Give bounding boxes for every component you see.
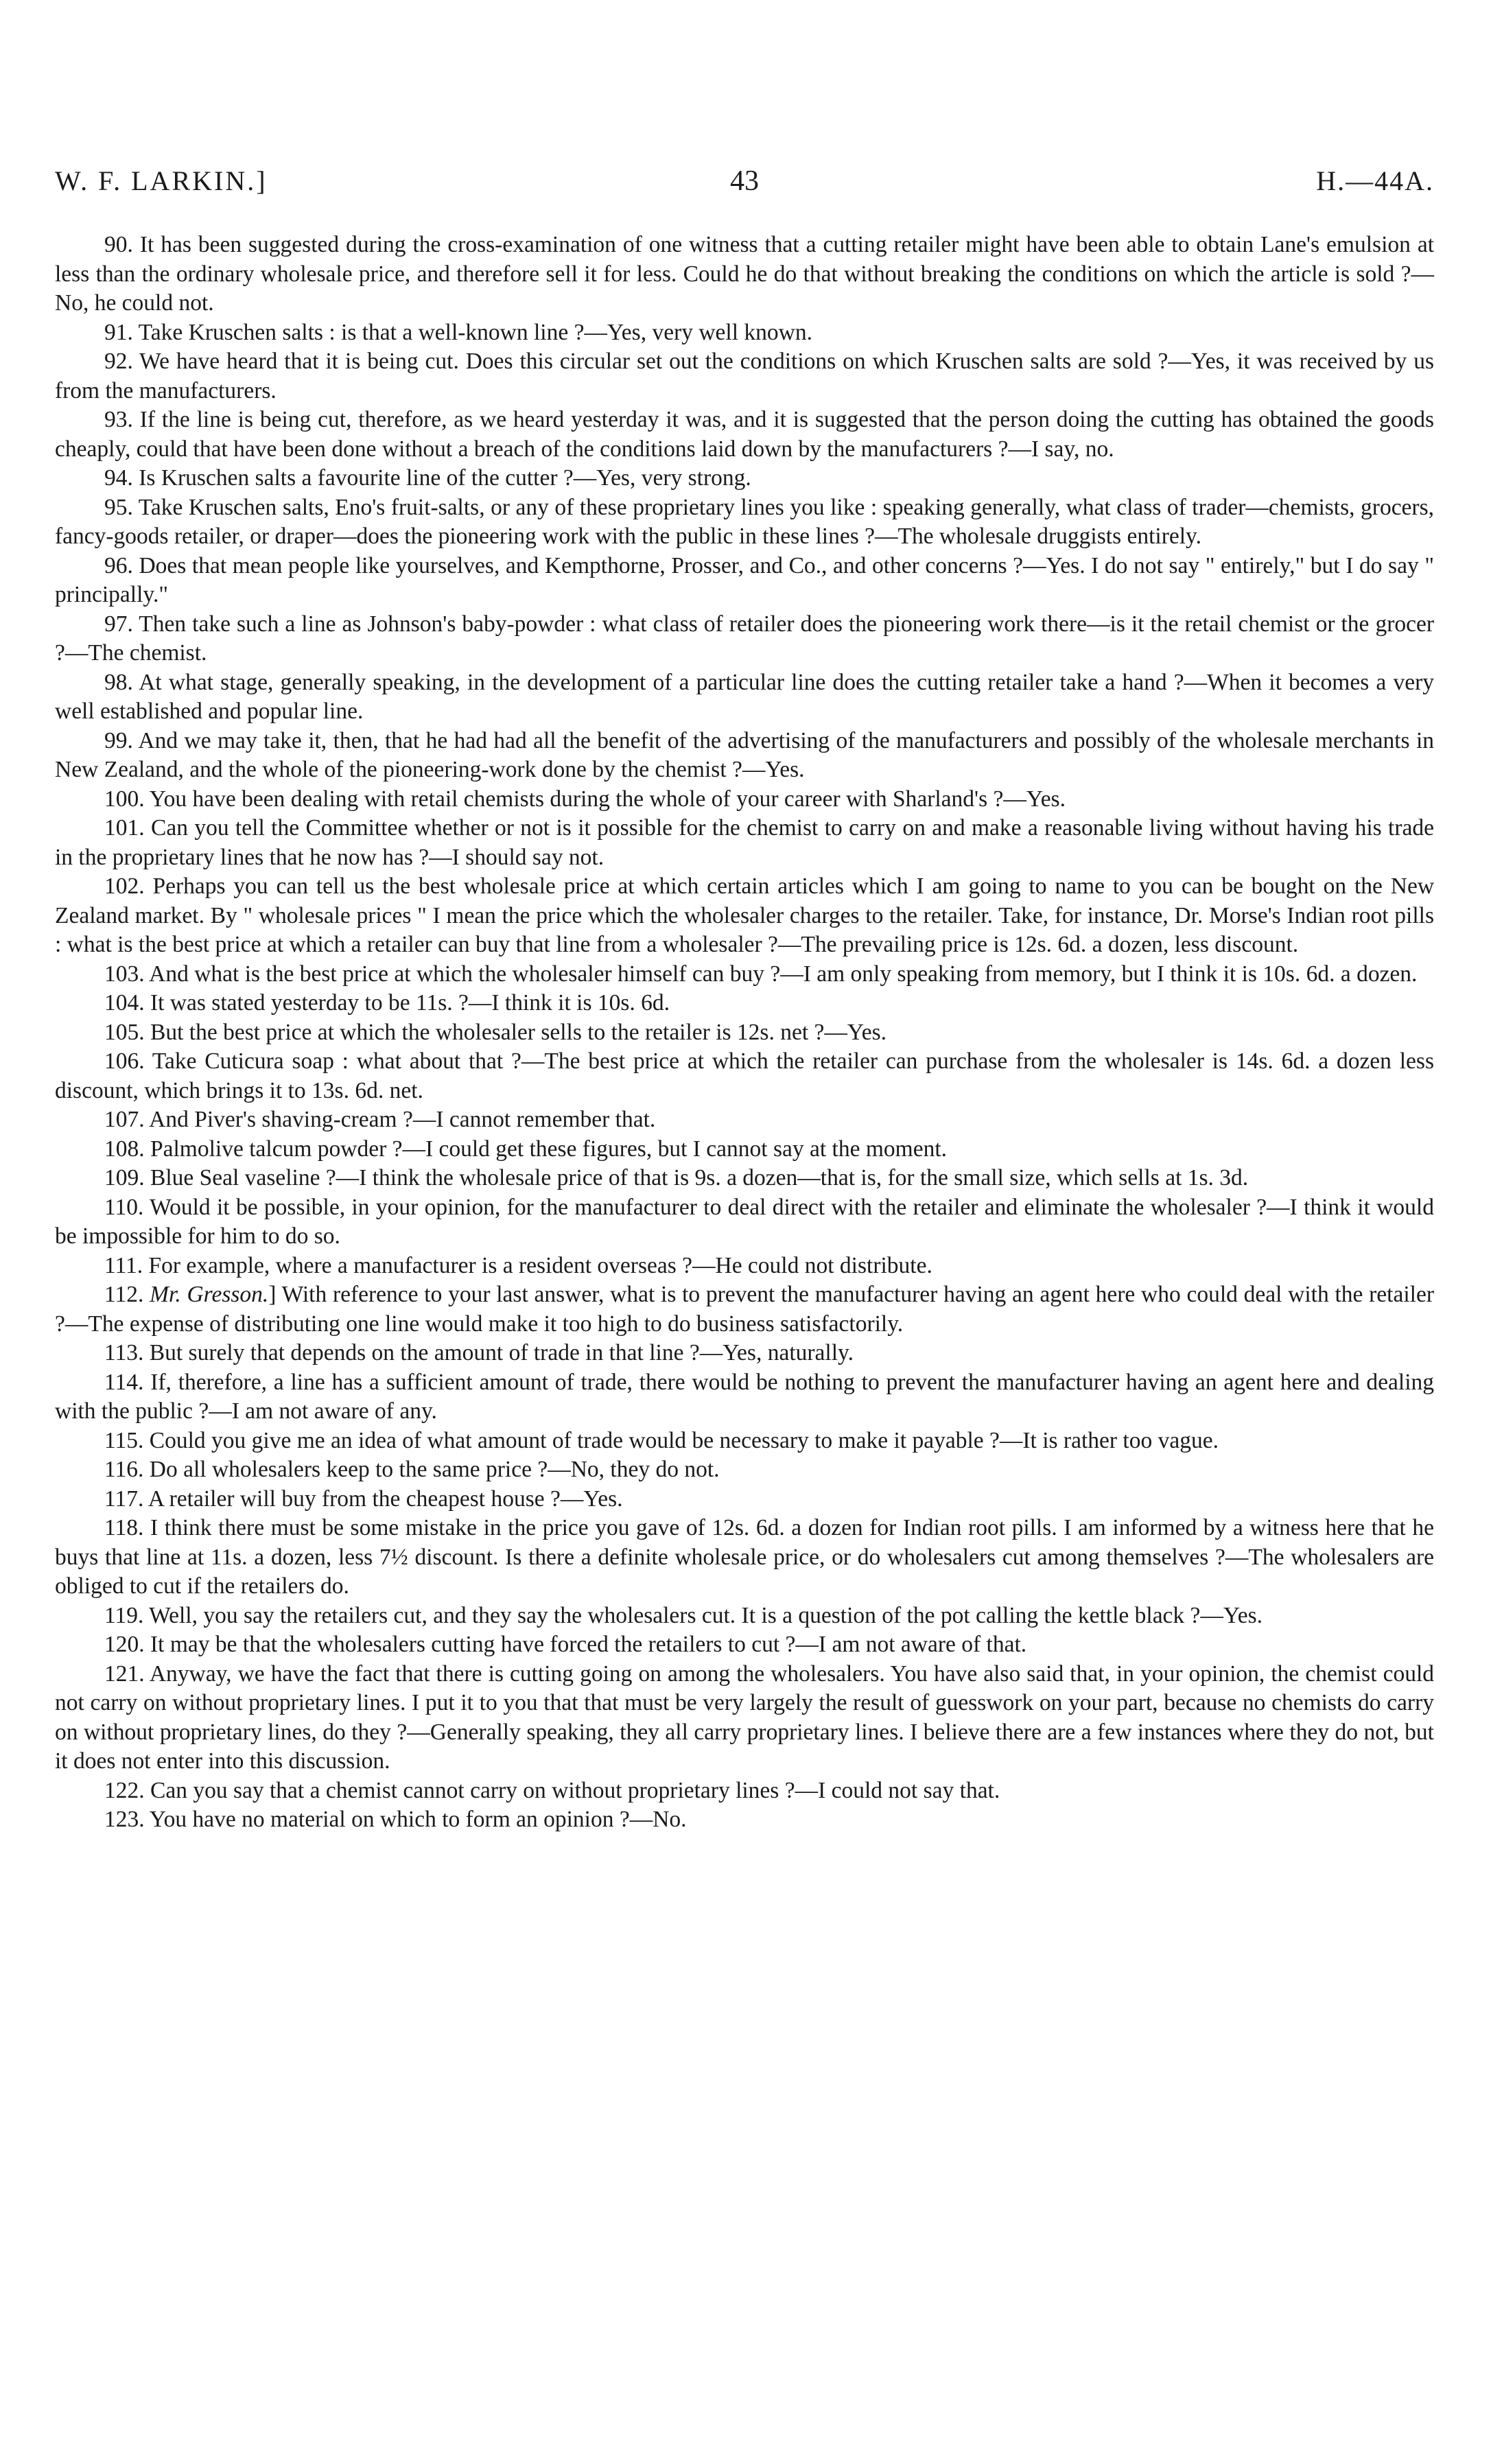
question-answer-97 bbox=[55, 610, 1434, 668]
question-text: I think there must be some mistake in the price you gave of 12s. 6d. a dozen for Indian root pills. I am informed by a witness here that he buys that line at 11s. a dozen, less 7½ discount. Is there a definite wholesale price, or do wholesalers cut among themselves ?—The wholesalers are obliged to cut if the retailers do. bbox=[55, 1515, 1435, 1599]
question-answer-117 bbox=[55, 1485, 1434, 1514]
question-answer-106 bbox=[55, 1047, 1434, 1105]
question-answer-109 bbox=[55, 1164, 1434, 1193]
question-answer-105 bbox=[55, 1018, 1434, 1048]
question-answer-113 bbox=[55, 1339, 1434, 1368]
question-number: 114. bbox=[104, 1369, 144, 1395]
question-text: Could you give me an idea of what amount of trade would be necessary to make it payable ?—It is rather too vague. bbox=[149, 1427, 1219, 1453]
question-answer-123 bbox=[55, 1805, 1434, 1835]
question-answer-98 bbox=[55, 668, 1434, 727]
question-number: 105. bbox=[104, 1019, 145, 1045]
question-text: It may be that the wholesalers cutting have forced the retailers to cut ?—I am not aware of that. bbox=[150, 1632, 1027, 1657]
question-text: Does that mean people like yourselves, and Kempthorne, Prosser, and Co., and other concerns ?—Yes. I do not say " entirely," but I do say " principally." bbox=[55, 552, 1434, 607]
question-number: 112. bbox=[104, 1282, 144, 1307]
question-answer-102 bbox=[55, 872, 1434, 960]
speaker-name: Mr. Gresson. bbox=[150, 1282, 269, 1307]
page-header bbox=[55, 165, 1434, 206]
question-text: And Piver's shaving-cream ?—I cannot remember that. bbox=[149, 1107, 656, 1132]
question-number: 111. bbox=[104, 1252, 143, 1278]
question-number: 101. bbox=[104, 815, 145, 841]
question-text: Take Cuticura soap : what about that ?—The best price at which the retailer can purchase from the wholesaler is 14s. 6d. a dozen less discount, which brings it to 13s. 6d. net. bbox=[55, 1048, 1434, 1103]
question-number: 106. bbox=[104, 1048, 145, 1074]
question-text: Well, you say the retailers cut, and they say the wholesalers cut. It is a question of the pot calling the kettle black ?—Yes. bbox=[149, 1602, 1263, 1628]
question-text: But the best price at which the wholesaler sells to the retailer is 12s. net ?—Yes. bbox=[150, 1019, 887, 1045]
question-text: At what stage, generally speaking, in the development of a particular line does the cutting retailer take a hand ?—When it becomes a very well established and popular line. bbox=[55, 669, 1434, 724]
question-text: And we may take it, then, that he had had all the benefit of the advertising of the manufacturers and possibly of the wholesale merchants in New Zealand, and the whole of the pioneering-work done by the chemist ?—Yes. bbox=[55, 727, 1435, 782]
question-text: Is Kruschen salts a favourite line of the cutter ?—Yes, very strong. bbox=[139, 465, 751, 491]
question-answer-122 bbox=[55, 1776, 1434, 1806]
question-text: Do all wholesalers keep to the same price ?—No, they do not. bbox=[149, 1457, 720, 1482]
question-number: 98. bbox=[104, 669, 133, 695]
question-answer-121 bbox=[55, 1660, 1434, 1776]
question-answer-95 bbox=[55, 493, 1434, 552]
question-answer-92 bbox=[55, 347, 1434, 406]
question-number: 123. bbox=[104, 1807, 145, 1832]
question-answer-104 bbox=[55, 989, 1434, 1018]
question-number: 117. bbox=[104, 1486, 144, 1512]
question-text: If the line is being cut, therefore, as we heard yesterday it was, and it is suggested that the person doing the cutting has obtained the goods cheaply, could that have been done without a breach of the conditions laid down by the manufacturers ?—I say, no. bbox=[55, 407, 1434, 462]
question-number: 121. bbox=[104, 1661, 145, 1687]
page-number: 43 bbox=[730, 165, 759, 197]
question-text: For example, where a manufacturer is a resident overseas ?—He could not distribute. bbox=[148, 1252, 932, 1278]
question-number: 93. bbox=[104, 407, 133, 432]
question-number: 109. bbox=[104, 1165, 145, 1190]
question-answer-119 bbox=[55, 1601, 1434, 1631]
question-answer-108 bbox=[55, 1135, 1434, 1164]
question-number: 115. bbox=[104, 1427, 144, 1453]
question-number: 91. bbox=[104, 319, 133, 345]
question-number: 95. bbox=[104, 494, 133, 520]
question-text: Would it be possible, in your opinion, for the manufacturer to deal direct with the retailer and eliminate the wholesaler ?—I think it would be impossible for him to do so. bbox=[55, 1194, 1434, 1249]
question-number: 99. bbox=[104, 727, 133, 753]
question-number: 97. bbox=[104, 611, 133, 637]
question-answer-91 bbox=[55, 318, 1434, 348]
question-number: 94. bbox=[104, 465, 133, 491]
question-text: Perhaps you can tell us the best wholesale price at which certain articles which I am going to name to you can be bought on the New Zealand market. By " wholesale prices " I mean the price which the wholesaler charges to the retailer. Take, for instance, Dr. Morse's Indian root pills : what is the best price at which a retailer can buy that line from a wholesaler ?—The prevailing price is 12s. 6d. a dozen, less discount. bbox=[55, 873, 1435, 957]
question-answer-118 bbox=[55, 1514, 1434, 1601]
question-answer-111 bbox=[55, 1252, 1434, 1281]
question-text: Then take such a line as Johnson's baby-powder : what class of retailer does the pioneering work there—is it the retail chemist or the grocer ?—The chemist. bbox=[55, 611, 1434, 666]
question-answer-107 bbox=[55, 1105, 1434, 1135]
question-number: 108. bbox=[104, 1136, 145, 1162]
question-text: It has been suggested during the cross-examination of one witness that a cutting retailer might have been able to obtain Lane's emulsion at less than the ordinary wholesale price, and therefore sell it for less. Could he do that without breaking the conditions on which the article is sold ?—No, he could not. bbox=[55, 232, 1435, 316]
question-text: Can you tell the Committee whether or not is it possible for the chemist to carry on and make a reasonable living without having his trade in the proprietary lines that he now has ?—I should say not. bbox=[55, 815, 1435, 870]
question-text: And what is the best price at which the wholesaler himself can buy ?—I am only speaking from memory, but I think it is 10s. 6d. a dozen. bbox=[149, 961, 1418, 987]
question-text: But surely that depends on the amount of trade in that line ?—Yes, naturally. bbox=[149, 1340, 854, 1365]
question-answer-110 bbox=[55, 1193, 1434, 1252]
question-number: 104. bbox=[104, 990, 145, 1016]
question-answer-103 bbox=[55, 960, 1434, 989]
testimony-body bbox=[55, 231, 1434, 1835]
question-number: 107. bbox=[104, 1107, 145, 1132]
question-text: It was stated yesterday to be 11s. ?—I think it is 10s. 6d. bbox=[150, 990, 670, 1016]
question-number: 120. bbox=[104, 1632, 145, 1657]
question-answer-90 bbox=[55, 231, 1434, 318]
question-number: 122. bbox=[104, 1777, 145, 1803]
question-answer-115 bbox=[55, 1427, 1434, 1456]
question-number: 102. bbox=[104, 873, 145, 899]
question-number: 90. bbox=[104, 232, 133, 257]
question-number: 103. bbox=[104, 961, 145, 987]
question-number: 119. bbox=[104, 1602, 144, 1628]
question-answer-99 bbox=[55, 727, 1434, 785]
question-answer-112 bbox=[55, 1280, 1434, 1339]
question-text: Take Kruschen salts, Eno's fruit-salts, or any of these proprietary lines you like : speaking generally, what class of trader—chemists, grocers, fancy-goods retailer, or draper—does the pioneering work with the public in these lines ?—The wholesale druggists entirely. bbox=[55, 494, 1434, 549]
question-text: You have no material on which to form an opinion ?—No. bbox=[149, 1807, 687, 1832]
question-text: A retailer will buy from the cheapest house ?—Yes. bbox=[148, 1486, 623, 1512]
question-number: 113. bbox=[104, 1340, 144, 1365]
question-text: If, therefore, a line has a sufficient amount of trade, there would be nothing to prevent the manufacturer having an agent here and dealing with the public ?—I am not aware of any. bbox=[55, 1369, 1434, 1424]
question-text: ] With reference to your last answer, what is to prevent the manufacturer having an agent here who could deal with the retailer ?—The expense of distributing one line would make it too high to do business satisfactorily. bbox=[55, 1282, 1434, 1337]
question-text: We have heard that it is being cut. Does this circular set out the conditions on which Kruschen salts are sold ?—Yes, it was received by us from the manufacturers. bbox=[55, 349, 1434, 403]
question-number: 116. bbox=[104, 1457, 144, 1482]
question-text: Take Kruschen salts : is that a well-known line ?—Yes, very well known. bbox=[138, 319, 812, 345]
witness-name-header: W. F. LARKIN.] bbox=[55, 165, 268, 196]
question-number: 100. bbox=[104, 786, 145, 812]
paper-reference: H.—44A. bbox=[1316, 165, 1434, 196]
question-number: 96. bbox=[104, 552, 133, 578]
question-text: Palmolive talcum powder ?—I could get these figures, but I cannot say at the moment. bbox=[150, 1136, 948, 1162]
question-text: Can you say that a chemist cannot carry on without proprietary lines ?—I could not say that. bbox=[150, 1777, 1000, 1803]
question-number: 92. bbox=[104, 349, 133, 374]
question-answer-96 bbox=[55, 552, 1434, 610]
question-number: 118. bbox=[104, 1515, 144, 1540]
question-answer-120 bbox=[55, 1630, 1434, 1660]
question-text: Blue Seal vaseline ?—I think the wholesale price of that is 9s. a dozen—that is, for the small size, which sells at 1s. 3d. bbox=[150, 1165, 1249, 1190]
question-answer-114 bbox=[55, 1368, 1434, 1427]
question-answer-93 bbox=[55, 406, 1434, 464]
question-answer-101 bbox=[55, 814, 1434, 872]
question-text: Anyway, we have the fact that there is cutting going on among the wholesalers. You have also said that, in your opinion, the chemist could not carry on without proprietary lines. I put it to you that that must be very largely the result of guesswork on your part, because no chemists do carry on without proprietary lines, do they ?—Generally speaking, they all carry proprietary lines. I believe there are a few instances where they do not, but it does not enter into this discussion. bbox=[55, 1661, 1435, 1774]
question-answer-94 bbox=[55, 464, 1434, 493]
question-number: 110. bbox=[104, 1194, 144, 1220]
question-text: You have been dealing with retail chemists during the whole of your career with Sharland's ?—Yes. bbox=[149, 786, 1066, 812]
question-answer-100 bbox=[55, 785, 1434, 814]
question-answer-116 bbox=[55, 1455, 1434, 1485]
